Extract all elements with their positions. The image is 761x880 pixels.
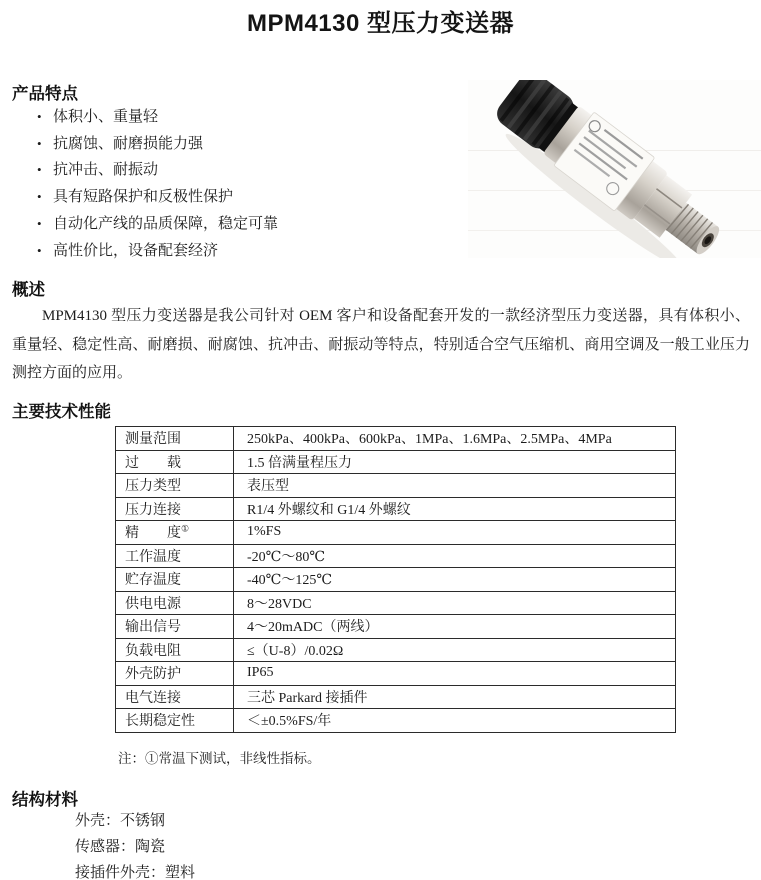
spec-label: 压力类型 [116,474,234,498]
spec-label: 测量范围 [116,427,234,451]
feature-text: 抗腐蚀、耐磨损能力强 [53,135,204,152]
spec-value: 8～28VDC [234,591,676,615]
bullet-icon: • [37,242,42,258]
spec-label: 过 载 [116,450,234,474]
spec-value: 250kPa、400kPa、600kPa、1MPa、1.6MPa、2.5MPa、4MPa [234,427,676,451]
table-row [116,615,676,639]
list-item [37,131,278,158]
table-row [116,568,676,592]
list-item [37,238,278,265]
bullet-icon: • [37,109,42,124]
material-item: 接插件外壳：塑料 [75,865,196,880]
spec-label: 工作温度 [116,544,234,568]
list-item [37,184,278,211]
feature-text: 具有短路保护和反极性保护 [53,189,234,206]
spec-value: R1/4 外螺纹和 G1/4 外螺纹 [234,497,676,521]
bullet-icon: • [37,135,42,151]
spec-label: 贮存温度 [116,568,234,592]
feature-text: 自动化产线的品质保障，稳定可靠 [53,215,279,232]
material-item: 外壳：不锈钢 [75,813,166,829]
spec-value: ≤（U-8）/0.02Ω [234,638,676,662]
feature-text: 体积小、重量轻 [53,109,159,125]
table-row [116,450,676,474]
overview-paragraph: MPM4130 型压力变送器是我公司针对 OEM 客户和设备配套开发的一款经济型压力变送器，具有体积小、重量轻、稳定性高、耐磨损、耐腐蚀、抗冲击、耐振动等特点，特别适合空气压缩机、商用空调及一般工业压力测控方面的应用。 [12,308,750,381]
list-item [37,157,278,184]
spec-value: 1.5 倍满量程压力 [234,450,676,474]
list-item [37,104,278,131]
table-row [116,685,676,709]
spec-label: 输出信号 [116,615,234,639]
spec-value: ＜±0.5%FS/年 [234,709,676,733]
spec-label: 长期稳定性 [116,709,234,733]
table-row [116,497,676,521]
table-row [116,474,676,498]
spec-value: 4～20mADC（两线） [234,615,676,639]
bullet-icon: • [37,189,42,205]
table-row [116,521,676,545]
spec-value: -40℃～125℃ [234,568,676,592]
table-row [116,638,676,662]
specs-heading: 主要技术性能 [12,403,111,421]
materials-heading: 结构材料 [12,791,78,809]
spec-label: 外壳防护 [116,662,234,686]
overview-heading: 概述 [12,281,45,299]
bullet-icon: • [37,162,42,178]
spec-value: 表压型 [234,474,676,498]
product-photo [468,80,761,258]
spec-label: 压力连接 [116,497,234,521]
features-list [37,104,278,264]
spec-label: 负载电阻 [116,638,234,662]
feature-text: 抗冲击、耐振动 [53,162,159,179]
list-item [37,211,278,238]
bullet-icon: • [37,215,42,231]
table-row [116,709,676,733]
spec-label: 精 度① [116,521,234,545]
feature-text: 高性价比，设备配套经济 [53,242,219,259]
material-item: 传感器：陶瓷 [75,839,166,855]
features-heading: 产品特点 [12,85,78,103]
spec-label: 供电电源 [116,591,234,615]
table-row [116,544,676,568]
materials-list [75,808,195,880]
spec-value: 1%FS [234,521,676,545]
spec-value: -20℃～80℃ [234,544,676,568]
spec-value: 三芯 Parkard 接插件 [234,685,676,709]
page-title: MPM4130 型压力变送器 [246,10,515,37]
table-row [116,427,676,451]
table-row [116,591,676,615]
table-footnote: 注：①常温下测试，非线性指标。 [118,751,321,766]
specs-table [115,426,676,733]
pressure-transmitter-illustration [468,80,761,258]
spec-value: IP65 [234,662,676,686]
table-row [116,662,676,686]
spec-label: 电气连接 [116,685,234,709]
